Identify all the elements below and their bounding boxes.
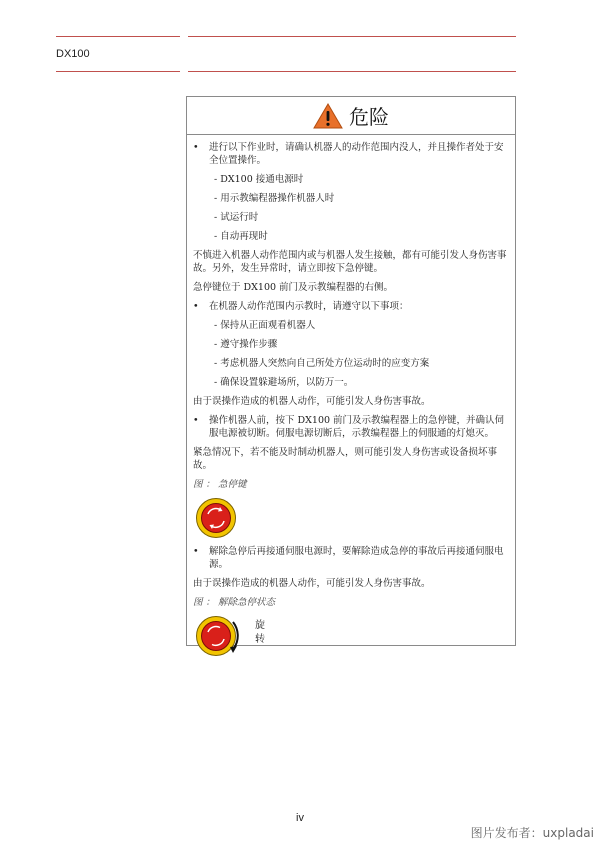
paragraph: 由于误操作造成的机器人动作，可能引发人身伤害事故。	[193, 396, 431, 407]
danger-header	[187, 97, 515, 135]
danger-content	[187, 135, 515, 657]
sub-item: - 用示教编程器操作机器人时	[214, 193, 335, 204]
bullet-text: 进行以下作业时，请确认机器人的动作范围内没人，并且操作者处于安全位置操作。	[209, 142, 504, 166]
rotate-label-char: 旋	[255, 620, 265, 631]
bullet-text: 在机器人动作范围内示教时，请遵守以下事项：	[209, 301, 409, 312]
danger-title: 危险	[349, 105, 389, 129]
bullet-text: 操作机器人前，按下 DX100 前门及示教编程器上的急停键，并确认伺服电源被切断。伺服电源切断后，示教编程器上的伺服通的灯熄灭。	[209, 415, 505, 439]
emergency-stop-figure	[195, 497, 507, 539]
paragraph: 急停键位于 DX100 前门及示教编程器的右侧。	[193, 282, 394, 293]
list-item	[193, 414, 507, 440]
rotate-label	[255, 619, 265, 647]
list-item	[193, 141, 507, 167]
list-item	[193, 300, 507, 313]
sub-item: - 试运行时	[214, 212, 259, 223]
list-item	[193, 545, 507, 571]
header-rule-top-right	[188, 36, 516, 37]
sub-item: - 确保设置躲避场所，以防万一。	[214, 377, 354, 388]
header-rule-bottom-right	[188, 71, 516, 72]
sub-item: - 自动再现时	[214, 231, 268, 242]
warning-triangle-icon	[313, 103, 343, 129]
emergency-stop-icon	[195, 497, 237, 539]
page-number: iv	[296, 812, 304, 824]
header-rule-top-left	[56, 36, 180, 37]
bullet-dot: •	[193, 301, 199, 312]
danger-box	[186, 96, 516, 646]
bullet-dot: •	[193, 415, 199, 426]
sub-item: - 遵守操作步骤	[214, 339, 278, 350]
release-stop-figure	[195, 615, 507, 657]
rotate-label-char: 转	[255, 634, 265, 645]
bullet-text: 解除急停后再接通伺服电源时，要解除造成急停的事故后再接通伺服电源。	[209, 546, 504, 570]
figure-caption: 图 ： 解除急停状态	[193, 597, 276, 608]
figure-caption: 图 ： 急停键	[193, 479, 247, 490]
sub-item: - 考虑机器人突然向自己所处方位运动时的应变方案	[214, 358, 430, 369]
sub-item: - 保持从正面观看机器人	[214, 320, 316, 331]
document-code: DX100	[56, 48, 90, 60]
bullet-dot: •	[193, 546, 199, 557]
watermark: 图片发布者：uxpladai	[470, 826, 594, 840]
bullet-dot: •	[193, 142, 199, 153]
paragraph: 紧急情况下，若不能及时制动机器人，则可能引发人身伤害或设备损坏事故。	[193, 447, 498, 471]
sub-item: - DX100 接通电源时	[214, 174, 304, 185]
header-rule-bottom-left	[56, 71, 180, 72]
paragraph: 不慎进入机器人动作范围内或与机器人发生接触，都有可能引发人身伤害事故。另外，发生异常时，请立即按下急停键。	[193, 250, 507, 274]
paragraph: 由于误操作造成的机器人动作，可能引发人身伤害事故。	[193, 578, 431, 589]
emergency-stop-rotate-icon	[195, 615, 253, 657]
